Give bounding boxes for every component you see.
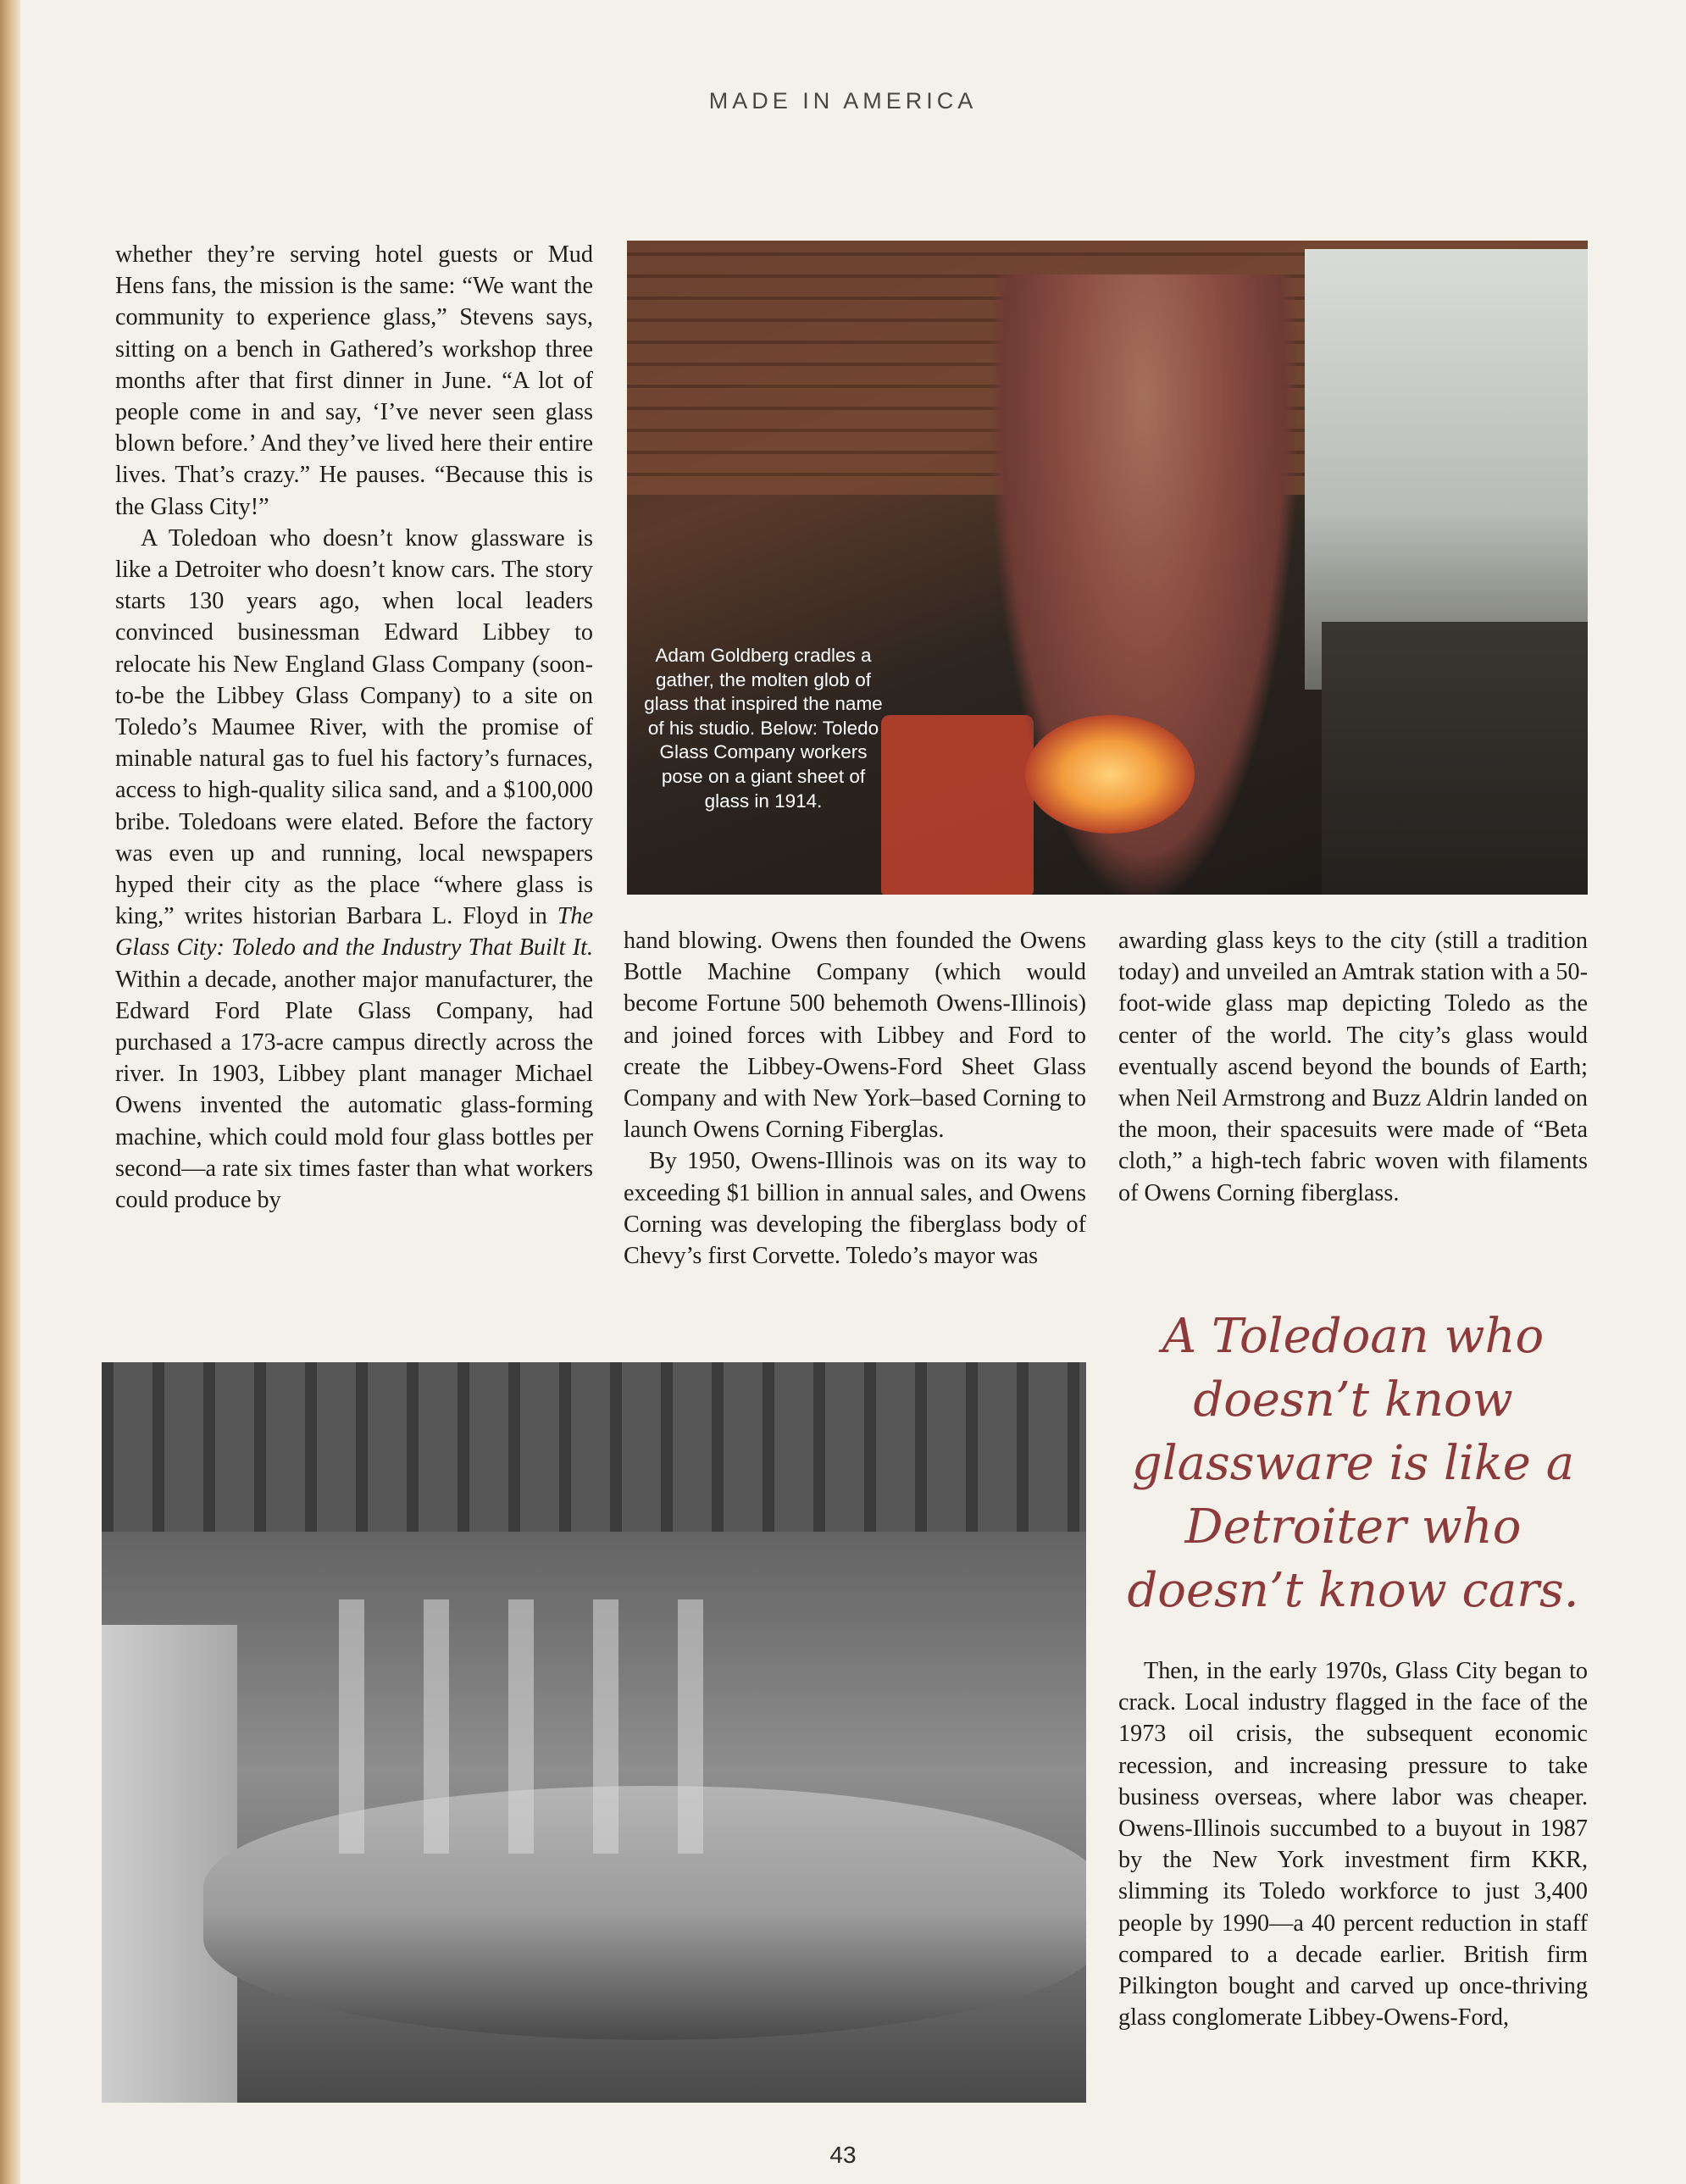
column-2 bbox=[624, 925, 1086, 1272]
glassblower-photo bbox=[627, 241, 1588, 895]
paragraph bbox=[115, 523, 593, 1216]
column-4 bbox=[1118, 1655, 1588, 2033]
paragraph: Then, in the early 1970s, Glass City began to crack. Local industry flagged in the face of the 1973 oil crisis, the subsequent economic recession, and increasing pressure to take business overseas, where labor was cheaper. Owens-Illinois succumbed to a buyout in 1987 by the New York investment firm KKR, slimming its Toledo workforce to just 3,400 people by 1990—a 40 percent reduction in staff compared to a decade earlier. British firm Pilkington bought and carved up once-thriving glass conglomerate Libbey-Owens-Ford, bbox=[1118, 1658, 1588, 2032]
historic-workers-photo bbox=[102, 1362, 1086, 2103]
column-1 bbox=[115, 239, 593, 1216]
factory-roof bbox=[102, 1362, 1086, 1532]
molten-glass-glow bbox=[1025, 715, 1195, 834]
paragraph: whether they’re serving hotel guests or Mud Hens fans, the mission is the same: “We want the community to experience glass,” Stevens says, sitting on a bench in Gathered’s workshop three months after that first dinner in June. “A lot of people come in and say, ‘I’ve never seen glass blown before.’ And they’ve lived here their entire lives. That’s crazy.” He pauses. “Because this is the Glass City!” bbox=[115, 241, 593, 520]
page-edge bbox=[0, 0, 20, 2184]
pull-quote: A Toledoan who doesn’t know glassware is like a Detroiter who doesn’t know cars. bbox=[1127, 1309, 1579, 1618]
book-title: The Glass City: Toledo and the Industry That Built It. bbox=[115, 903, 593, 962]
photo-caption: Adam Goldberg cradles a gather, the molten glob of glass that inspired the name of his studio. Below: Toledo Glass Company workers pose on a giant sheet of glass in 1914. bbox=[644, 645, 883, 812]
paragraph: awarding glass keys to the city (still a tradition today) and unveiled an Amtrak station with a 50-foot-wide glass map depicting Toledo as the center of the world. The city’s glass would eventually ascend beyond the bounds of Earth; when Neil Armstrong and Buzz Aldrin landed on the moon, their spacesuits were made of “Beta cloth,” a high-tech fabric woven with filaments of Owens Corning fiberglass. bbox=[1118, 928, 1588, 1206]
column-3 bbox=[1118, 925, 1588, 1209]
page-number: 43 bbox=[829, 2142, 857, 2168]
section-header: MADE IN AMERICA bbox=[708, 88, 978, 114]
work-table bbox=[1322, 622, 1588, 895]
workers-group bbox=[305, 1599, 729, 1854]
paragraph: hand blowing. Owens then founded the Owens Bottle Machine Company (which would become Fortune 500 behemoth Owens-Illinois) and joined forces with Libbey and Ford to create the Libbey-Owens-Ford Sheet Glass Company and with New York–based Corning to launch Owens Corning Fiberglas. bbox=[624, 928, 1086, 1144]
paragraph: By 1950, Owens-Illinois was on its way to exceeding $1 billion in annual sales, and Owens Corning was developing the fiberglass body of Chevy’s first Corvette. Toledo’s mayor was bbox=[624, 1148, 1086, 1270]
paragraph-text: Within a decade, another major manufacturer, the Edward Ford Plate Glass Company, had purchased a 173-acre campus directly across the river. In 1903, Libbey plant manager Michael Owens invented the automatic glass-forming machine, which could mold four glass bottles per second—a rate six times faster than what workers could produce by bbox=[115, 966, 593, 1214]
paragraph-text: A Toledoan who doesn’t know glassware is like a Detroiter who doesn’t know cars. The story starts 130 years ago, when local leaders convinced businessman Edward Libbey to relocate his New England Glass Company (soon-to-be the Libbey Glass Company) to a site on Toledo’s Maumee River, with the promise of minable natural gas to fuel his factory’s furnaces, access to high-quality silica sand, and a $100,000 bribe. Toledoans were elated. Before the factory was even up and running, local newspapers hyped their city as the place “where glass is king,” writes historian Barbara L. Floyd in bbox=[115, 524, 593, 930]
